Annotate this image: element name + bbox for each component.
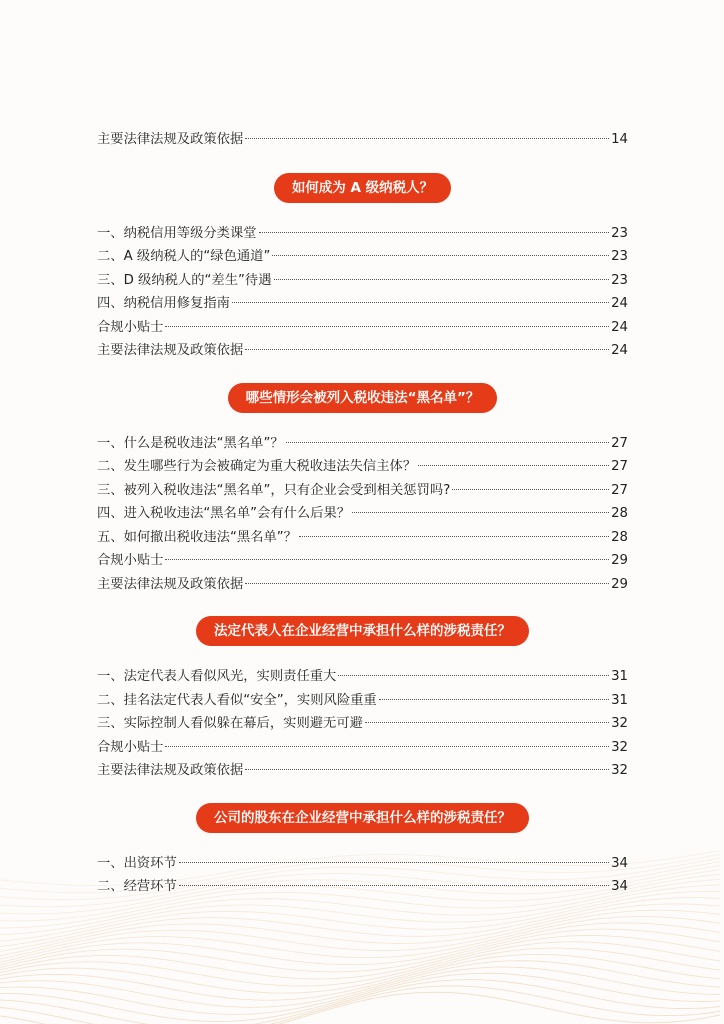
toc-entry-page: 31 xyxy=(611,692,628,708)
leader-dots xyxy=(272,255,609,256)
toc-entry-label: 二、经营环节 xyxy=(97,879,177,894)
wave-line xyxy=(0,904,720,956)
toc-entry-label: 一、出资环节 xyxy=(97,855,177,871)
toc-entry-page: 23 xyxy=(611,272,628,288)
wave-line xyxy=(0,923,720,965)
toc-entry-label: 合规小贴士 xyxy=(97,739,164,755)
toc-entry-page: 32 xyxy=(611,739,628,755)
wave-line xyxy=(0,992,720,1024)
wave-line xyxy=(0,898,720,952)
leader-dots xyxy=(299,536,609,537)
toc-entry[interactable] xyxy=(97,689,628,713)
leader-dots xyxy=(165,326,609,327)
toc-section xyxy=(97,616,628,783)
toc-section xyxy=(97,128,628,152)
section-heading: 法定代表人在企业经营中承担什么样的涉税责任？ xyxy=(196,616,529,646)
toc-entry[interactable] xyxy=(97,875,628,899)
wave-line xyxy=(0,954,720,1000)
toc-entry-page: 27 xyxy=(611,459,628,474)
toc-entry-page: 28 xyxy=(611,529,628,545)
leader-dots xyxy=(379,699,609,700)
toc-entry-page: 32 xyxy=(611,716,628,731)
leader-dots xyxy=(259,232,610,233)
leader-dots xyxy=(232,302,609,303)
toc-entry[interactable] xyxy=(97,573,628,597)
section-heading: 如何成为 A 级纳税人？ xyxy=(274,173,451,203)
toc-entry[interactable] xyxy=(97,455,628,479)
wave-line xyxy=(0,936,720,979)
wave-line xyxy=(0,948,720,993)
toc-entry-label: 主要法律法规及政策依据 xyxy=(97,576,244,592)
toc-entry[interactable] xyxy=(97,502,628,526)
toc-entry-page: 31 xyxy=(611,669,628,684)
toc-entry[interactable] xyxy=(97,759,628,783)
toc-entry-label: 五、如何撤出税收违法“黑名单”？ xyxy=(97,529,297,545)
toc-entry-label: 二、挂名法定代表人看似“安全”，实则风险重重 xyxy=(97,692,377,708)
leader-dots xyxy=(165,746,609,747)
section-heading: 哪些情形会被列入税收违法“黑名单”？ xyxy=(228,383,498,413)
leader-dots xyxy=(338,675,609,676)
toc-entry-label: 四、进入税收违法“黑名单”会有什么后果？ xyxy=(97,506,351,521)
table-of-contents xyxy=(97,128,628,899)
leader-dots xyxy=(165,559,609,560)
toc-entry[interactable] xyxy=(97,665,628,689)
leader-dots xyxy=(245,769,609,770)
toc-entry-page: 27 xyxy=(611,435,628,451)
toc-entry[interactable] xyxy=(97,712,628,736)
wave-line xyxy=(0,917,720,963)
wave-line xyxy=(0,942,720,986)
leader-dots xyxy=(245,583,609,584)
toc-entry-page: 29 xyxy=(611,553,628,568)
toc-entry-label: 一、纳税信用等级分类课堂 xyxy=(97,225,257,241)
leader-dots xyxy=(245,349,609,350)
toc-entry-label: 三、被列入税收违法“黑名单”，只有企业会受到相关惩罚吗? xyxy=(97,482,451,498)
toc-entry-page: 24 xyxy=(611,296,628,311)
wave-line xyxy=(0,961,720,1008)
toc-entry[interactable] xyxy=(97,479,628,503)
toc-entry-page: 27 xyxy=(611,482,628,498)
toc-entry-page: 28 xyxy=(611,506,628,521)
leader-dots xyxy=(365,722,609,723)
toc-section xyxy=(97,173,628,363)
leader-dots xyxy=(418,465,609,466)
toc-entry-page: 24 xyxy=(611,319,628,335)
wave-line xyxy=(0,910,720,959)
toc-section xyxy=(97,383,628,597)
wave-line xyxy=(0,986,720,1024)
toc-entry[interactable] xyxy=(97,852,628,876)
toc-entry-label: 一、什么是税收违法“黑名单”？ xyxy=(97,435,284,451)
toc-entry-label: 四、纳税信用修复指南 xyxy=(97,296,230,311)
toc-entry[interactable] xyxy=(97,432,628,456)
toc-entry[interactable] xyxy=(97,292,628,316)
toc-entry[interactable] xyxy=(97,526,628,550)
toc-entry-page: 29 xyxy=(611,576,628,592)
toc-entry[interactable] xyxy=(97,128,628,152)
toc-entry[interactable] xyxy=(97,269,628,293)
toc-entry-label: 合规小贴士 xyxy=(97,553,164,568)
leader-dots xyxy=(179,862,609,863)
leader-dots xyxy=(179,885,609,886)
wave-line xyxy=(0,891,720,946)
toc-entry-label: 合规小贴士 xyxy=(97,319,164,335)
wave-line xyxy=(0,967,720,1014)
toc-entry-page: 23 xyxy=(611,225,628,241)
wave-line xyxy=(0,980,720,1024)
toc-entry[interactable] xyxy=(97,245,628,269)
toc-entry-label: 主要法律法规及政策依据 xyxy=(97,132,244,147)
toc-entry-label: 主要法律法规及政策依据 xyxy=(97,343,244,358)
toc-entry-page: 34 xyxy=(611,855,628,871)
toc-entry-label: 三、D 级纳税人的“差生”待遇 xyxy=(97,272,272,288)
toc-entry-label: 三、实际控制人看似躲在幕后，实则避无可避 xyxy=(97,716,363,731)
toc-entry[interactable] xyxy=(97,549,628,573)
toc-entry-page: 23 xyxy=(611,249,628,264)
toc-entry-page: 24 xyxy=(611,343,628,358)
toc-entry[interactable] xyxy=(97,316,628,340)
toc-entry[interactable] xyxy=(97,222,628,246)
wave-line xyxy=(0,973,720,1021)
leader-dots xyxy=(352,512,609,513)
toc-entry-label: 一、法定代表人看似风光，实则责任重大 xyxy=(97,669,337,684)
section-heading: 公司的股东在企业经营中承担什么样的涉税责任？ xyxy=(196,803,529,833)
leader-dots xyxy=(452,489,609,490)
toc-entry[interactable] xyxy=(97,339,628,363)
leader-dots xyxy=(245,138,609,139)
leader-dots xyxy=(286,442,609,443)
wave-line xyxy=(0,929,720,972)
toc-entry-label: 主要法律法规及政策依据 xyxy=(97,763,244,778)
toc-entry-page: 14 xyxy=(611,132,628,147)
toc-section xyxy=(97,803,628,899)
toc-entry-label: 二、发生哪些行为会被确定为重大税收违法失信主体？ xyxy=(97,459,417,474)
toc-entry-page: 34 xyxy=(611,879,628,894)
toc-entry-page: 32 xyxy=(611,763,628,778)
leader-dots xyxy=(274,279,610,280)
toc-entry[interactable] xyxy=(97,736,628,760)
toc-entry-label: 二、A 级纳税人的“绿色通道” xyxy=(97,249,271,264)
